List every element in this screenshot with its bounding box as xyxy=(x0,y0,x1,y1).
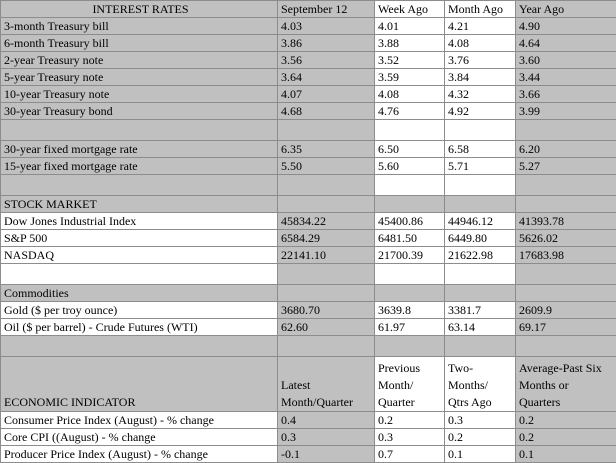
row-label[interactable]: Consumer Price Index (August) - % change xyxy=(1,412,278,429)
cell-current[interactable]: 22141.10 xyxy=(278,247,375,264)
table-row xyxy=(1,412,616,429)
table-row xyxy=(1,103,616,120)
cell-month-ago[interactable]: 4.92 xyxy=(445,103,516,120)
header-line: Quarters xyxy=(519,394,616,411)
cell-week-ago[interactable]: 4.08 xyxy=(375,86,445,103)
blank-cell[interactable] xyxy=(278,285,375,302)
cell-two-ago[interactable]: 0.1 xyxy=(445,446,516,463)
cell-month-ago[interactable]: 4.21 xyxy=(445,18,516,35)
blank-cell[interactable] xyxy=(445,285,516,302)
row-label[interactable]: NASDAQ xyxy=(1,247,278,264)
cell-year-ago[interactable]: 6.20 xyxy=(516,141,616,158)
blank-cell[interactable] xyxy=(1,175,278,196)
blank-cell[interactable] xyxy=(1,336,278,357)
blank-cell[interactable] xyxy=(516,336,616,357)
cell-week-ago[interactable]: 3.88 xyxy=(375,35,445,52)
col-header-month-ago[interactable]: Month Ago xyxy=(445,1,516,18)
blank-cell[interactable] xyxy=(516,285,616,302)
cell-year-ago[interactable]: 4.90 xyxy=(516,18,616,35)
col-header-year-ago[interactable]: Year Ago xyxy=(516,1,616,18)
cell-current[interactable]: 4.07 xyxy=(278,86,375,103)
cell-month-ago[interactable]: 3.76 xyxy=(445,52,516,69)
cell-week-ago[interactable]: 21700.39 xyxy=(375,247,445,264)
blank-cell[interactable] xyxy=(278,264,375,285)
cell-week-ago[interactable]: 6.50 xyxy=(375,141,445,158)
header-line: Months or xyxy=(519,377,616,394)
blank-cell[interactable] xyxy=(445,120,516,141)
cell-year-ago[interactable]: 5.27 xyxy=(516,158,616,175)
blank-cell[interactable] xyxy=(375,175,445,196)
cell-month-ago[interactable]: 5.71 xyxy=(445,158,516,175)
row-label[interactable]: Oil ($ per barrel) - Crude Futures (WTI) xyxy=(1,319,278,336)
cell-current[interactable]: 4.68 xyxy=(278,103,375,120)
cell-week-ago[interactable]: 3.59 xyxy=(375,69,445,86)
cell-year-ago[interactable]: 41393.78 xyxy=(516,213,616,230)
cell-current[interactable]: 3.86 xyxy=(278,35,375,52)
row-label[interactable]: 15-year fixed mortgage rate xyxy=(1,158,278,175)
row-label[interactable]: Producer Price Index (August) - % change xyxy=(1,446,278,463)
table-row xyxy=(1,69,616,86)
cell-latest[interactable]: 0.4 xyxy=(278,412,375,429)
blank-cell[interactable] xyxy=(516,196,616,213)
col-header-latest[interactable] xyxy=(278,357,375,412)
table-row xyxy=(1,52,616,69)
cell-previous[interactable]: 0.3 xyxy=(375,429,445,446)
row-label[interactable]: 5-year Treasury note xyxy=(1,69,278,86)
cell-current[interactable]: 62.60 xyxy=(278,319,375,336)
table-row xyxy=(1,141,616,158)
col-header-average[interactable] xyxy=(516,357,616,412)
row-label[interactable]: S&P 500 xyxy=(1,230,278,247)
economic-header-row xyxy=(1,357,616,412)
row-label[interactable]: Dow Jones Industrial Index xyxy=(1,213,278,230)
cell-month-ago[interactable]: 21622.98 xyxy=(445,247,516,264)
section-header-row xyxy=(1,285,616,302)
header-line: Quarter xyxy=(378,394,444,411)
row-label[interactable]: 10-year Treasury note xyxy=(1,86,278,103)
table-row xyxy=(1,158,616,175)
cell-current[interactable]: 3.64 xyxy=(278,69,375,86)
cell-two-ago[interactable]: 0.3 xyxy=(445,412,516,429)
cell-week-ago[interactable]: 5.60 xyxy=(375,158,445,175)
blank-cell[interactable] xyxy=(278,175,375,196)
header-line: Latest xyxy=(281,377,374,394)
col-header-two-ago[interactable] xyxy=(445,357,516,412)
cell-previous[interactable]: 0.7 xyxy=(375,446,445,463)
economic-indicator-title[interactable]: ECONOMIC INDICATOR xyxy=(1,357,278,412)
blank-cell[interactable] xyxy=(278,336,375,357)
blank-cell[interactable] xyxy=(375,264,445,285)
cell-current[interactable]: 3680.70 xyxy=(278,302,375,319)
header-line: Month/ xyxy=(378,377,444,394)
col-header-previous[interactable] xyxy=(375,357,445,412)
header-line: Qtrs Ago xyxy=(448,394,515,411)
row-label[interactable]: 30-year fixed mortgage rate xyxy=(1,141,278,158)
cell-month-ago[interactable]: 4.08 xyxy=(445,35,516,52)
header-line: Average-Past Six xyxy=(519,360,616,377)
row-label[interactable]: 2-year Treasury note xyxy=(1,52,278,69)
cell-month-ago[interactable]: 6.58 xyxy=(445,141,516,158)
cell-year-ago[interactable]: 3.99 xyxy=(516,103,616,120)
blank-cell[interactable] xyxy=(375,336,445,357)
cell-year-ago[interactable]: 3.44 xyxy=(516,69,616,86)
spacer-row xyxy=(1,264,616,285)
header-line: Previous xyxy=(378,360,444,377)
interest-rates-header-row xyxy=(1,1,616,18)
row-label[interactable]: 3-month Treasury bill xyxy=(1,18,278,35)
table-row xyxy=(1,319,616,336)
table-row xyxy=(1,446,616,463)
header-line: Month/Quarter xyxy=(281,394,374,411)
cell-current[interactable]: 6584.29 xyxy=(278,230,375,247)
cell-two-ago[interactable]: 0.2 xyxy=(445,429,516,446)
cell-current[interactable]: 6.35 xyxy=(278,141,375,158)
blank-cell[interactable] xyxy=(445,336,516,357)
blank-cell[interactable] xyxy=(1,120,278,141)
spacer-row xyxy=(1,120,616,141)
cell-year-ago[interactable]: 3.60 xyxy=(516,52,616,69)
cell-average[interactable]: 0.2 xyxy=(516,412,616,429)
cell-latest[interactable]: -0.1 xyxy=(278,446,375,463)
cell-month-ago[interactable]: 3381.7 xyxy=(445,302,516,319)
cell-year-ago[interactable]: 17683.98 xyxy=(516,247,616,264)
cell-month-ago[interactable]: 3.84 xyxy=(445,69,516,86)
row-label[interactable]: Gold ($ per troy ounce) xyxy=(1,302,278,319)
cell-current[interactable]: 45834.22 xyxy=(278,213,375,230)
cell-year-ago[interactable]: 3.66 xyxy=(516,86,616,103)
blank-cell[interactable] xyxy=(445,264,516,285)
interest-rates-title[interactable]: INTEREST RATES xyxy=(1,1,278,18)
col-header-week-ago[interactable]: Week Ago xyxy=(375,1,445,18)
blank-cell[interactable] xyxy=(375,120,445,141)
cell-current[interactable]: 5.50 xyxy=(278,158,375,175)
blank-cell[interactable] xyxy=(445,196,516,213)
section-header-row xyxy=(1,196,616,213)
blank-cell[interactable] xyxy=(516,120,616,141)
cell-month-ago[interactable]: 44946.12 xyxy=(445,213,516,230)
blank-cell[interactable] xyxy=(1,264,278,285)
cell-year-ago[interactable]: 69.17 xyxy=(516,319,616,336)
spacer-row xyxy=(1,336,616,357)
spacer-row xyxy=(1,175,616,196)
table-row xyxy=(1,230,616,247)
cell-week-ago[interactable]: 45400.86 xyxy=(375,213,445,230)
header-line: Months/ xyxy=(448,377,515,394)
cell-year-ago[interactable]: 4.64 xyxy=(516,35,616,52)
table-row xyxy=(1,213,616,230)
cell-average[interactable]: 0.1 xyxy=(516,446,616,463)
cell-month-ago[interactable]: 4.32 xyxy=(445,86,516,103)
blank-cell[interactable] xyxy=(278,196,375,213)
blank-cell[interactable] xyxy=(516,264,616,285)
col-header-current[interactable]: September 12 xyxy=(278,1,375,18)
blank-cell[interactable] xyxy=(375,285,445,302)
table-row xyxy=(1,18,616,35)
cell-week-ago[interactable]: 3639.8 xyxy=(375,302,445,319)
cell-week-ago[interactable]: 6481.50 xyxy=(375,230,445,247)
table-row xyxy=(1,429,616,446)
commodities-title[interactable]: Commodities xyxy=(1,285,278,302)
table-row xyxy=(1,247,616,264)
blank-cell[interactable] xyxy=(278,120,375,141)
stock-market-title[interactable]: STOCK MARKET xyxy=(1,196,278,213)
cell-week-ago[interactable]: 3.52 xyxy=(375,52,445,69)
cell-previous[interactable]: 0.2 xyxy=(375,412,445,429)
table-row xyxy=(1,35,616,52)
table-row xyxy=(1,86,616,103)
cell-year-ago[interactable]: 5626.02 xyxy=(516,230,616,247)
cell-week-ago[interactable]: 61.97 xyxy=(375,319,445,336)
cell-current[interactable]: 3.56 xyxy=(278,52,375,69)
cell-month-ago[interactable]: 63.14 xyxy=(445,319,516,336)
row-label[interactable]: Core CPI ((August) - % change xyxy=(1,429,278,446)
row-label[interactable]: 6-month Treasury bill xyxy=(1,35,278,52)
header-line: Two- xyxy=(448,360,515,377)
cell-average[interactable]: 0.2 xyxy=(516,429,616,446)
cell-week-ago[interactable]: 4.01 xyxy=(375,18,445,35)
blank-cell[interactable] xyxy=(516,175,616,196)
cell-current[interactable]: 4.03 xyxy=(278,18,375,35)
blank-cell[interactable] xyxy=(375,196,445,213)
cell-month-ago[interactable]: 6449.80 xyxy=(445,230,516,247)
cell-year-ago[interactable]: 2609.9 xyxy=(516,302,616,319)
blank-cell[interactable] xyxy=(445,175,516,196)
cell-latest[interactable]: 0.3 xyxy=(278,429,375,446)
row-label[interactable]: 30-year Treasury bond xyxy=(1,103,278,120)
cell-week-ago[interactable]: 4.76 xyxy=(375,103,445,120)
table-row xyxy=(1,302,616,319)
